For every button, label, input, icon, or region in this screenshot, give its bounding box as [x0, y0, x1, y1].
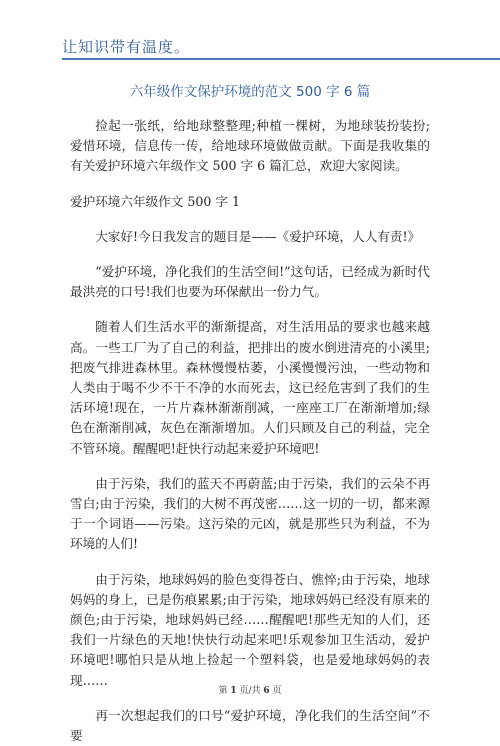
paragraph-5: 由于污染，地球妈妈的脸色变得苍白、憔悴;由于污染，地球妈妈的身上，已是伤痕累累;由于污染，地球妈妈已经没有原来的颜色;由于污染，地球妈妈已经……醒醒吧!那些无知的人们，还我们一片绿色的天地!快快行动起来吧!乐观参加卫生活动，爱护环境吧!哪怕只是从地上捡起一个塑料袋，也是爱地球妈妈的表现…… [70, 571, 430, 688]
footer-middle: 页/共 [239, 686, 261, 696]
document-body [70, 116, 430, 746]
paragraph-1: 大家好!今日我发言的题目是——《爱护环境，人人有责!》 [95, 228, 421, 244]
document-title: 六年级作文保护环境的范文 500 字 6 篇 [129, 84, 371, 100]
paragraph-4: 由于污染，我们的蓝天不再蔚蓝;由于污染，我们的云朵不再雪白;由于污染，我们的大树不再茂密……这一切的一切，都来源于一个词语——污染。这污染的元凶，就是那些只为利益，不为环境的人们! [70, 475, 430, 552]
paragraph-2: “爱护环境，净化我们的生活空间!”这句话，已经成为新时代最洪亮的口号!我们也要为环保献出一份力气。 [70, 264, 430, 300]
header-divider [62, 58, 500, 60]
page-footer [0, 683, 500, 696]
footer-suffix: 页 [272, 686, 282, 696]
current-page-number: 1 [230, 686, 237, 696]
paragraph-6: 再一次想起我们的口号“爱护环境，净化我们的生活空间”不要 [70, 707, 430, 744]
intro-paragraph: 捡起一张纸，给地球整整理;种植一棵树，为地球装扮装扮;爱惜环境，信息传一传，给地球环境做做贡献。下面是我收集的有关爱护环境六年级作文 500 字 6 篇汇总，欢迎大家阅读。 [70, 118, 430, 174]
total-page-number: 6 [263, 686, 270, 696]
paragraph-3: 随着人们生活水平的渐渐提高，对生活用品的要求也越来越高。一些工厂为了自己的利益，把排出的废水倒进清亮的小溪里;把废气排进森林里。森林慢慢枯萎，小溪慢慢污浊，一些动物和人类由于喝不少不干不净的水而死去，这已经危害到了我们的生活环境!现在，一片片森林渐渐削减，一座座工厂在渐渐增加;绿色在渐渐削减，灰色在渐渐增加。人们只顾及自己的利益，完全不管环境。醒醒吧!赶快行动起来爱护环境吧! [70, 319, 430, 456]
section-heading: 爱护环境六年级作文 500 字 1 [70, 193, 240, 209]
header-slogan: 让知识带有温度。 [62, 38, 191, 56]
footer-prefix: 第 [218, 686, 228, 696]
